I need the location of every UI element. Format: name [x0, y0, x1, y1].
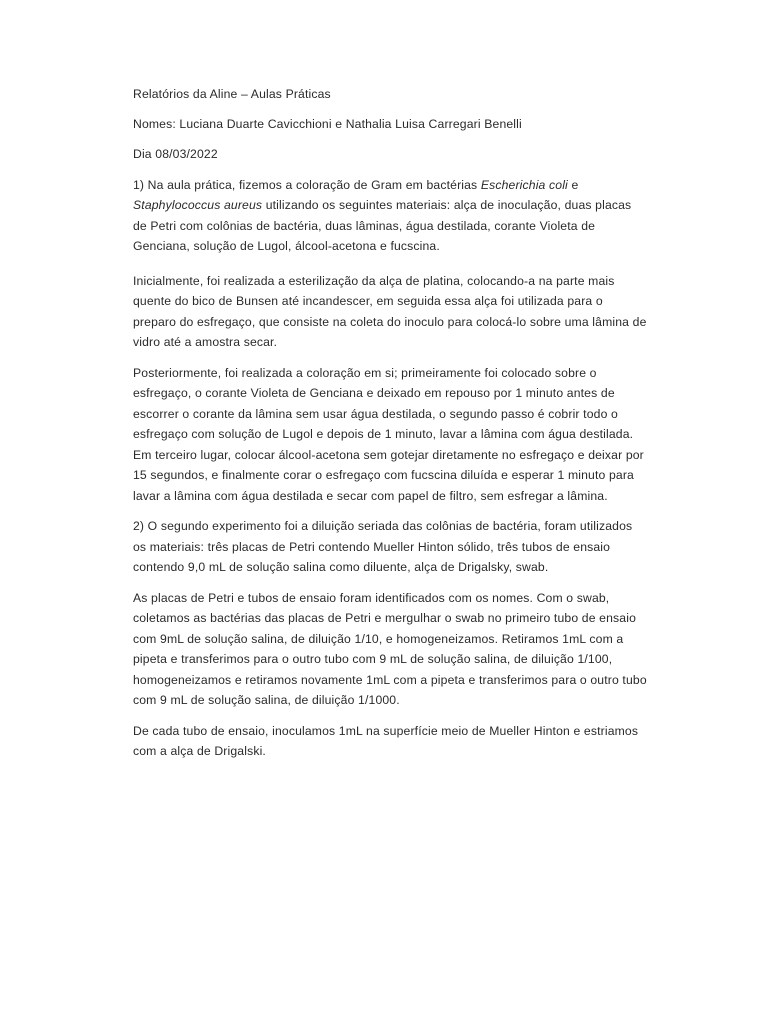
- paragraph-6: De cada tubo de ensaio, inoculamos 1mL na superfície meio de Mueller Hinton e estriamos com a alça de Drigalski.: [133, 723, 639, 758]
- paragraph-5: As placas de Petri e tubos de ensaio foram identificados com os nomes. Com o swab, coletamos as bactérias das placas de Petri e mergulhar o swab no primeiro tubo de ensaio com 9mL de solução salina, de diluição 1/10, e homogeneizamos. Retiramos 1mL com a pipeta e transferimos para o outro tubo com 9 mL de solução salina, de diluição 1/100, homogeneizamos e retiramos novamente 1mL com a pipeta e transferimos para o outro tubo com 9 mL de solução salina, de diluição 1/1000.: [133, 590, 647, 707]
- date-line: Dia 08/03/2022: [133, 147, 218, 161]
- paragraph-1-mid: e: [567, 177, 579, 192]
- paragraph-4: 2) O segundo experimento foi a diluição seriada das colônias de bactéria, foram utilizados os materiais: três placas de Petri contendo Mueller Hinton sólido, três tubos de ensaio contendo 9,0 mL de solução salina como diluente, alça de Drigalsky, swab.: [133, 519, 633, 574]
- species-escherichia-coli: Escherichia coli: [480, 177, 568, 192]
- document-title: Relatórios da Aline – Aulas Práticas: [133, 87, 331, 101]
- paragraph-1: [133, 175, 648, 257]
- paragraph-3: Posteriormente, foi realizada a coloração em si; primeiramente foi colocado sobre o esfregaço, o corante Violeta de Genciana e deixado em repouso por 1 minuto antes de escorrer o corante da lâmina sem usar água destilada, o segundo passo é cobrir todo o esfregaço com solução de Lugol e depois de 1 minuto, lavar a lâmina com água destilada. Em terceiro lugar, colocar álcool-acetona sem gotejar diretamente no esfregaço e deixar por 15 segundos, e finalmente corar o esfregaço com fucscina diluída e esperar 1 minuto para lavar a lâmina com água destilada e secar com papel de filtro, sem esfregar a lâmina.: [133, 365, 644, 503]
- species-staphylococcus-aureus: Staphylococcus aureus: [133, 198, 263, 212]
- paragraph-1-before: 1) Na aula prática, fizemos a coloração de Gram em bactérias: [133, 177, 481, 192]
- names-line: Nomes: Luciana Duarte Cavicchioni e Nathalia Luisa Carregari Benelli: [133, 116, 522, 131]
- paragraph-1-after: utilizando os seguintes materiais: alça de inoculação, duas placas de Petri com colônias de bactéria, duas lâminas, água destilada, corante Violeta de Genciana, solução de Lugol, álcool-acetona e fucscina.: [133, 198, 632, 253]
- paragraph-2: Inicialmente, foi realizada a esterilização da alça de platina, colocando-a na parte mais quente do bico de Bunsen até incandescer, em seguida essa alça foi utilizada para o preparo do esfregaço, que consiste na coleta do inoculo para colocá-lo sobre uma lâmina de vidro até a amostra secar.: [133, 273, 647, 349]
